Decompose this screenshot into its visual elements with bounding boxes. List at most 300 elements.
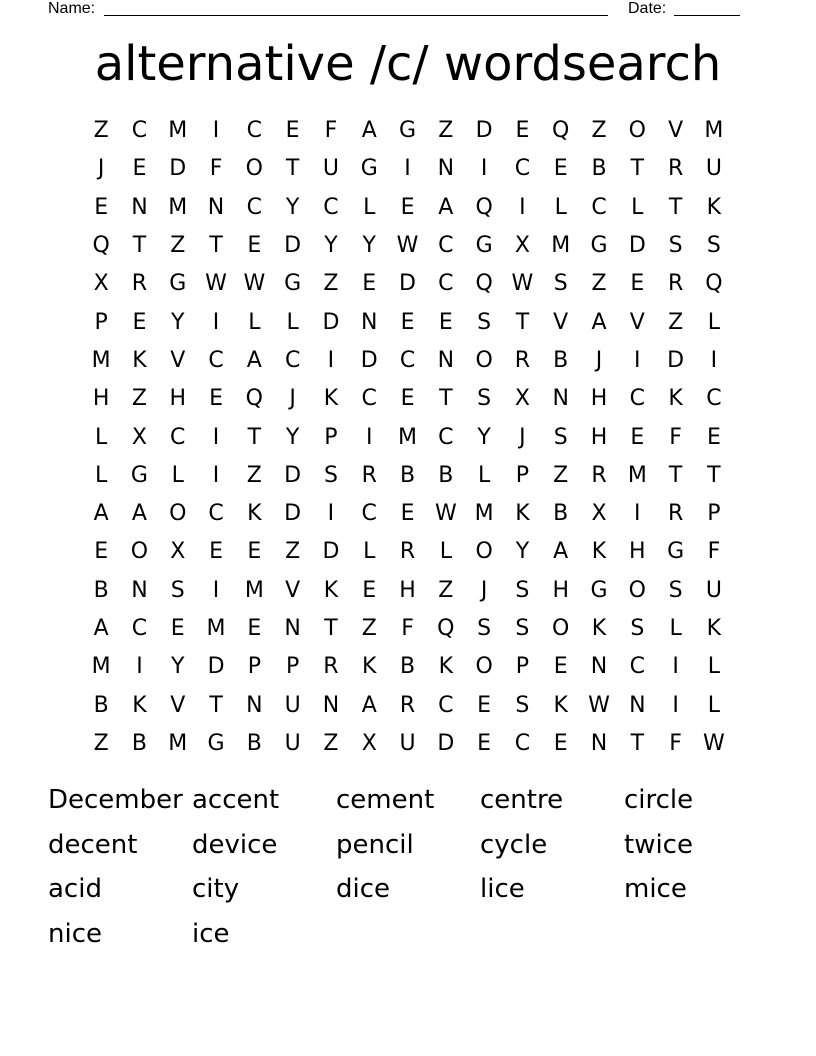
grid-letter: V <box>170 692 186 718</box>
grid-letter: Y <box>171 309 185 335</box>
grid-letter: M <box>398 424 418 450</box>
grid-letter: E <box>400 194 415 220</box>
grid-letter: E <box>362 271 377 297</box>
grid-letter: Z <box>668 309 684 335</box>
grid-letter: S <box>477 309 492 335</box>
grid-letter: G <box>130 462 148 488</box>
grid-letter: H <box>92 386 110 412</box>
grid-letter: K <box>668 386 683 412</box>
grid-letter: C <box>246 118 263 144</box>
grid-letter: K <box>706 194 722 220</box>
grid-letter: Z <box>591 118 607 144</box>
grid-letter: O <box>169 501 187 527</box>
grid-letter: B <box>553 501 569 527</box>
grid-letter: G <box>590 233 608 259</box>
grid-letter: C <box>438 692 454 718</box>
grid-letter: G <box>667 539 685 565</box>
grid-letter: I <box>710 347 718 373</box>
grid-letter: I <box>634 501 641 527</box>
grid-letter: E <box>400 501 415 527</box>
grid-letter: L <box>631 194 644 220</box>
grid-letter: L <box>669 616 682 641</box>
grid-letter: P <box>515 462 530 488</box>
grid-letter: T <box>630 156 645 182</box>
grid-letter: C <box>438 233 454 259</box>
grid-letter: Z <box>438 577 454 603</box>
grid-letter: B <box>131 730 147 756</box>
grid-letter: Z <box>93 118 109 144</box>
letter-grid <box>82 112 734 763</box>
grid-letter: O <box>475 347 493 373</box>
grid-letter: C <box>438 424 454 450</box>
word-list-item: dice <box>336 874 391 904</box>
page-title: alternative /c/ wordsearch <box>94 36 722 92</box>
grid-letter: E <box>209 386 223 412</box>
word-list-item: twice <box>624 829 693 860</box>
grid-letter: H <box>629 539 646 565</box>
grid-letter: B <box>553 347 569 373</box>
grid-letter: L <box>363 539 376 565</box>
grid-letter: K <box>323 386 339 412</box>
grid-letter: N <box>437 156 455 182</box>
grid-letter: B <box>399 654 416 680</box>
grid-letter: I <box>212 424 220 450</box>
grid-letter: F <box>401 616 414 641</box>
grid-letter: C <box>514 156 531 182</box>
grid-letter: B <box>438 462 454 488</box>
grid-letter: E <box>477 692 492 718</box>
grid-letter: I <box>212 577 220 603</box>
grid-letter: E <box>132 309 147 335</box>
grid-letter: H <box>590 424 608 450</box>
grid-letter: C <box>629 386 645 412</box>
grid-letter: R <box>667 271 684 297</box>
grid-letter: E <box>515 118 530 144</box>
grid-letter: N <box>590 654 608 680</box>
grid-letter: E <box>553 156 568 182</box>
grid-letter: X <box>514 386 530 412</box>
grid-letter: T <box>668 194 683 220</box>
grid-letter: W <box>205 271 227 297</box>
grid-letter: E <box>630 424 645 450</box>
grid-letter: R <box>323 654 339 680</box>
grid-letter: E <box>209 539 223 565</box>
grid-letter: E <box>400 309 415 335</box>
header-line <box>48 0 748 19</box>
grid-letter: S <box>323 462 338 488</box>
grid-letter: W <box>434 501 457 527</box>
grid-letter: O <box>130 539 149 565</box>
grid-letter: V <box>285 577 301 603</box>
grid-letter: C <box>208 501 224 527</box>
grid-letter: R <box>667 156 684 182</box>
word-list-item: acid <box>48 874 102 904</box>
grid-letter: C <box>514 730 531 756</box>
grid-letter: U <box>284 692 301 718</box>
word-list-item: circle <box>624 785 694 815</box>
word-list-item: pencil <box>336 829 414 860</box>
grid-letter: Z <box>93 730 109 756</box>
grid-letter: Q <box>475 194 493 220</box>
grid-letter: Z <box>131 386 147 412</box>
grid-letter: C <box>706 386 722 412</box>
grid-letter: I <box>672 692 679 718</box>
grid-letter: M <box>206 616 226 641</box>
grid-letter: W <box>243 271 266 297</box>
grid-letter: F <box>209 156 223 182</box>
grid-letter: M <box>168 730 188 756</box>
grid-letter: L <box>707 692 721 718</box>
grid-letter: D <box>437 730 455 756</box>
grid-letter: B <box>591 156 607 182</box>
grid-letter: X <box>361 730 377 756</box>
grid-letter: K <box>591 539 607 565</box>
grid-letter: N <box>284 616 301 641</box>
grid-letter: U <box>322 156 339 182</box>
grid-letter: A <box>553 539 569 565</box>
grid-letter: T <box>439 386 453 412</box>
grid-letter: G <box>398 118 417 144</box>
grid-letter: V <box>553 309 569 335</box>
grid-letter: Y <box>285 194 300 220</box>
grid-letter: E <box>94 194 109 220</box>
word-list-item: nice <box>48 918 102 949</box>
grid-letter: I <box>327 347 335 373</box>
grid-letter: M <box>244 577 264 603</box>
grid-letter: C <box>208 347 224 373</box>
grid-letter: X <box>170 539 186 565</box>
grid-letter: Y <box>171 654 185 680</box>
grid-letter: B <box>93 692 109 718</box>
grid-letter: K <box>591 616 607 641</box>
grid-letter: I <box>212 309 220 335</box>
grid-letter: C <box>170 424 186 450</box>
grid-letter: U <box>399 730 416 756</box>
grid-letter: M <box>168 118 188 144</box>
grid-letter: D <box>399 271 416 297</box>
grid-letter: U <box>705 156 722 182</box>
grid-letter: E <box>400 386 415 412</box>
grid-letter: S <box>515 692 530 718</box>
grid-letter: S <box>515 577 530 603</box>
grid-letter: G <box>590 577 608 603</box>
grid-letter: D <box>284 501 302 527</box>
grid-letter: B <box>399 462 416 488</box>
grid-letter: E <box>132 156 147 182</box>
grid-letter: K <box>438 654 454 680</box>
grid-letter: T <box>707 462 721 488</box>
grid-letter: R <box>514 347 531 373</box>
grid-letter: E <box>630 271 645 297</box>
grid-letter: E <box>247 616 262 641</box>
grid-letter: T <box>247 424 262 450</box>
grid-letter: Z <box>323 730 339 756</box>
grid-letter: D <box>284 462 302 488</box>
grid-letter: H <box>169 386 187 412</box>
grid-letter: P <box>324 424 338 450</box>
grid-letter: E <box>94 539 109 565</box>
grid-letter: T <box>324 616 338 641</box>
grid-letter: T <box>630 730 645 756</box>
grid-letter: F <box>669 424 682 450</box>
grid-letter: Q <box>475 271 493 297</box>
grid-letter: Q <box>437 616 455 641</box>
grid-letter: F <box>707 539 721 565</box>
grid-letter: T <box>209 233 223 259</box>
grid-letter: C <box>323 194 339 220</box>
grid-letter: D <box>667 347 685 373</box>
grid-letter: Q <box>705 271 723 297</box>
grid-letter: I <box>365 424 373 450</box>
grid-letter: D <box>169 156 187 182</box>
grid-letter: E <box>247 233 262 259</box>
grid-letter: S <box>515 616 530 641</box>
word-list-item: ice <box>192 918 230 949</box>
grid-letter: Z <box>591 271 607 297</box>
grid-letter: I <box>672 654 679 680</box>
grid-letter: G <box>475 233 493 259</box>
grid-letter: Z <box>553 462 569 488</box>
grid-letter: E <box>706 424 721 450</box>
grid-letter: Z <box>361 616 377 641</box>
grid-letter: K <box>132 347 147 373</box>
grid-letter: E <box>170 616 185 641</box>
word-list-item: city <box>192 874 240 904</box>
grid-letter: G <box>207 730 225 756</box>
grid-letter: D <box>475 118 493 144</box>
grid-letter: K <box>323 577 339 603</box>
grid-letter: J <box>480 577 488 603</box>
grid-letter: H <box>590 386 608 412</box>
grid-letter: S <box>668 233 683 259</box>
name-blank <box>104 15 608 16</box>
grid-letter: L <box>363 194 376 220</box>
grid-letter: E <box>553 654 568 680</box>
grid-letter: X <box>514 233 530 259</box>
name-label: Name: <box>48 0 96 17</box>
grid-letter: S <box>477 386 492 412</box>
grid-letter: Y <box>515 539 530 565</box>
grid-letter: N <box>629 692 646 718</box>
grid-letter: A <box>93 501 109 527</box>
grid-letter: T <box>209 692 223 718</box>
word-list-item: accent <box>192 785 280 815</box>
grid-letter: A <box>246 347 262 373</box>
grid-letter: J <box>595 347 603 373</box>
grid-letter: R <box>361 462 377 488</box>
grid-letter: A <box>361 118 377 144</box>
grid-letter: H <box>399 577 416 603</box>
grid-letter: C <box>361 386 377 412</box>
word-list-item: centre <box>480 785 564 815</box>
grid-letter: E <box>477 730 492 756</box>
grid-letter: E <box>247 539 262 565</box>
grid-letter: R <box>399 692 416 718</box>
grid-letter: Z <box>170 233 186 259</box>
grid-letter: D <box>322 539 340 565</box>
grid-letter: A <box>438 194 454 220</box>
grid-letter: I <box>404 156 411 182</box>
grid-letter: P <box>94 309 108 335</box>
grid-letter: V <box>170 347 186 373</box>
grid-letter: B <box>93 577 109 603</box>
grid-letter: O <box>552 616 570 641</box>
grid-letter: S <box>477 616 492 641</box>
grid-letter: D <box>360 347 378 373</box>
grid-letter: M <box>91 654 111 680</box>
grid-letter: I <box>480 156 488 182</box>
grid-letter: I <box>634 347 641 373</box>
grid-letter: S <box>553 424 568 450</box>
grid-letter: Q <box>552 118 570 144</box>
grid-letter: D <box>628 233 646 259</box>
grid-letter: X <box>93 271 109 297</box>
grid-letter: G <box>360 156 378 182</box>
grid-letter: K <box>362 654 377 680</box>
grid-letter: P <box>515 654 530 680</box>
grid-letter: R <box>399 539 416 565</box>
grid-letter: W <box>511 271 534 297</box>
grid-letter: O <box>628 577 646 603</box>
grid-letter: K <box>553 692 568 718</box>
grid-letter: P <box>707 501 721 527</box>
grid-letter: C <box>246 194 263 220</box>
grid-letter: N <box>131 577 148 603</box>
grid-letter: D <box>284 233 302 259</box>
grid-letter: C <box>591 194 607 220</box>
grid-letter: T <box>515 309 530 335</box>
grid-letter: Z <box>438 118 454 144</box>
grid-letter: L <box>554 194 567 220</box>
grid-letter: D <box>322 309 340 335</box>
grid-letter: Y <box>362 233 376 259</box>
grid-letter: N <box>207 194 225 220</box>
grid-letter: H <box>552 577 569 603</box>
word-list-item: cement <box>336 785 435 815</box>
grid-letter: V <box>629 309 645 335</box>
grid-letter: A <box>131 501 147 527</box>
grid-letter: I <box>136 654 143 680</box>
grid-letter: A <box>93 616 109 641</box>
grid-letter: R <box>591 462 607 488</box>
grid-letter: L <box>707 309 721 335</box>
grid-letter: M <box>627 462 647 488</box>
grid-letter: W <box>703 730 725 756</box>
grid-letter: Y <box>477 424 491 450</box>
word-list-item: mice <box>624 874 687 904</box>
grid-letter: L <box>477 462 491 488</box>
grid-letter: S <box>553 271 568 297</box>
grid-letter: C <box>438 271 454 297</box>
grid-letter: N <box>322 692 340 718</box>
grid-letter: L <box>248 309 261 335</box>
grid-letter: A <box>591 309 607 335</box>
grid-letter: N <box>590 730 608 756</box>
grid-letter: T <box>132 233 147 259</box>
grid-letter: E <box>362 577 377 603</box>
grid-letter: Z <box>246 462 262 488</box>
grid-letter: W <box>396 233 419 259</box>
grid-letter: W <box>588 692 610 718</box>
grid-letter: C <box>361 501 377 527</box>
grid-letter: C <box>131 616 148 641</box>
word-list-item: decent <box>48 829 138 860</box>
grid-letter: M <box>91 347 111 373</box>
grid-letter: I <box>327 501 335 527</box>
grid-letter: N <box>437 347 455 373</box>
grid-letter: J <box>519 424 526 450</box>
grid-letter: S <box>706 233 721 259</box>
word-list-item: December <box>48 785 183 815</box>
grid-letter: K <box>706 616 722 641</box>
grid-letter: J <box>97 156 105 182</box>
grid-letter: Z <box>323 271 339 297</box>
grid-letter: M <box>704 118 724 144</box>
grid-letter: U <box>705 577 722 603</box>
grid-letter: M <box>168 194 188 220</box>
grid-letter: B <box>246 730 262 756</box>
grid-letter: K <box>132 692 147 718</box>
grid-letter: N <box>552 386 569 412</box>
grid-letter: U <box>284 730 301 756</box>
grid-letter: O <box>475 539 493 565</box>
grid-letter: E <box>438 309 453 335</box>
grid-letter: O <box>628 118 646 144</box>
grid-letter: P <box>247 654 261 680</box>
grid-letter: L <box>439 539 452 565</box>
grid-letter: O <box>475 654 493 680</box>
grid-letter: L <box>707 654 721 680</box>
grid-letter: C <box>131 118 148 144</box>
grid-letter: I <box>212 118 220 144</box>
grid-letter: E <box>285 118 300 144</box>
grid-letter: C <box>284 347 301 373</box>
grid-letter: P <box>285 654 300 680</box>
grid-letter: M <box>551 233 571 259</box>
grid-letter: N <box>360 309 378 335</box>
grid-letter: J <box>289 386 296 412</box>
grid-letter: Z <box>285 539 301 565</box>
grid-letter: K <box>515 501 530 527</box>
grid-letter: T <box>668 462 683 488</box>
word-list-item: device <box>192 829 278 860</box>
grid-letter: I <box>519 194 526 220</box>
grid-letter: M <box>474 501 494 527</box>
word-list <box>48 778 768 956</box>
grid-letter: L <box>286 309 299 335</box>
grid-letter: I <box>212 462 220 488</box>
grid-letter: F <box>324 118 338 144</box>
grid-letter: F <box>669 730 682 756</box>
grid-letter: A <box>361 692 377 718</box>
grid-letter: N <box>131 194 148 220</box>
grid-letter: Y <box>324 233 338 259</box>
grid-letter: V <box>668 118 684 144</box>
grid-letter: O <box>245 156 263 182</box>
date-blank <box>674 15 740 16</box>
grid-letter: L <box>171 462 184 488</box>
grid-letter: L <box>95 424 108 450</box>
grid-letter: C <box>629 654 645 680</box>
grid-letter: C <box>399 347 416 373</box>
grid-letter: R <box>131 271 148 297</box>
grid-letter: Q <box>92 233 110 259</box>
grid-letter: R <box>667 501 684 527</box>
grid-letter: K <box>247 501 262 527</box>
grid-letter: L <box>95 462 108 488</box>
date-label: Date: <box>628 0 667 17</box>
grid-letter: T <box>285 156 300 182</box>
